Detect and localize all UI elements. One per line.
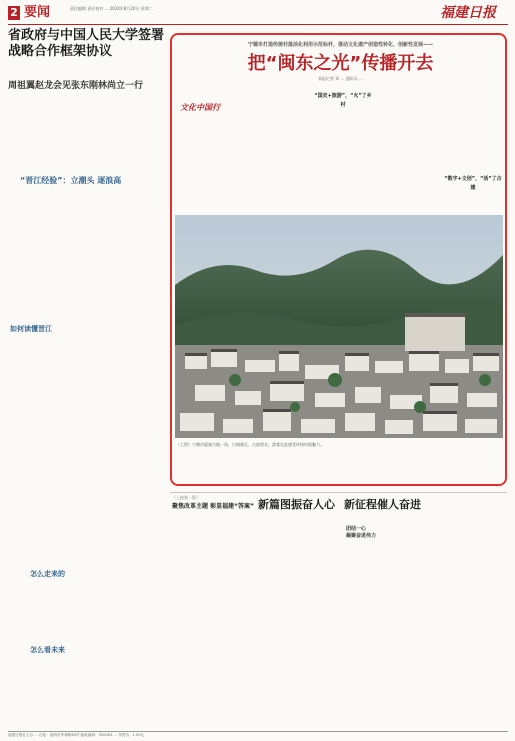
left-kicker-jinjiang: “晋江经验”：立潮头 逐浪高: [20, 176, 122, 185]
bottom-col2-body: [258, 516, 340, 728]
feature-photo-side-caption: [400, 320, 490, 380]
bottom-col3-body: [344, 542, 424, 728]
feature-col5-body: [444, 90, 502, 172]
page-number: 2: [8, 6, 20, 20]
feature-col-d-bottom: [378, 454, 440, 482]
left-subhead: 周祖翼赵龙会见张东刚林尚立一行: [8, 81, 144, 91]
bottom-col3-sub2: 凝聚奋进伟力: [346, 533, 377, 539]
bottom-col3-sub1: 团结一心: [346, 526, 367, 532]
feature-title: 把“闽东之光”传播开去: [247, 53, 434, 74]
feature-col-a-bottom: [180, 454, 242, 482]
feature-col5b-body: [444, 185, 502, 212]
left-article5-body: [8, 658, 166, 728]
bottom-rule: [170, 492, 507, 493]
feature-col-c-bottom: [312, 454, 374, 482]
feature-kicker: 宁德市打造传统村落活化利用示范标杆，推动文化遗产创造性转化、创新性发展——: [247, 42, 433, 48]
bottom-col1-title: 聚焦改革主题 彰显福建“答案”: [172, 503, 254, 510]
feature-col4-body: [378, 90, 440, 212]
feature-byline: 本报记者 章 … 通讯员 …: [317, 76, 364, 81]
bottom-col3-title: 新征程催人奋进: [344, 498, 421, 511]
left-kicker-past: 怎么走来的: [30, 570, 65, 578]
feature-photo-caption: （上图）宁德市霍童古镇一角，白墙黛瓦、古韵悠长，游客在此感受传统村落魅力。: [176, 442, 324, 447]
bottom-col1-body: [172, 522, 254, 728]
left-kicker-future: 怎么看未来: [30, 646, 65, 654]
masthead-logo: 福建日报: [440, 5, 496, 21]
left-headline: 省政府与中国人民大学签署战略合作框架协议: [8, 28, 165, 59]
section-title: 要闻: [24, 5, 51, 20]
feature-col-e-bottom: [444, 454, 502, 482]
header-rule: [8, 24, 508, 25]
header-meta: 责任编辑 责任校对 ... 2024年8月20日 星期二: [70, 6, 153, 11]
left-article3-body: [8, 338, 166, 568]
left-article-body: [8, 96, 166, 166]
feature-section-head-1: “国史+旅游”，“火”了乡村: [314, 93, 372, 108]
feature-col2-body: [246, 90, 308, 212]
feature-col1-body: [180, 118, 242, 212]
bottom-col4-body: [428, 516, 506, 728]
left-kicker-read: 如何读懂晋江: [10, 325, 52, 333]
footer: 福建日报社主办 … 社址：福州市华林路84号 邮政编码：350003 … 零售价：1.00元: [8, 731, 508, 738]
feature-col3-body: [312, 104, 374, 212]
feature-col-b-bottom: [246, 454, 308, 482]
bottom-col2-title: 新篇图振奋人心: [258, 498, 335, 511]
culture-column-logo: 文化中国行: [180, 102, 220, 112]
bottom-col1-kicker: （上接第一版）: [172, 495, 200, 500]
left-article4-body: [8, 582, 166, 642]
left-article2-body: [8, 190, 166, 320]
feature-section-head-2: “数字+文创”，“活”了古建: [444, 176, 502, 191]
